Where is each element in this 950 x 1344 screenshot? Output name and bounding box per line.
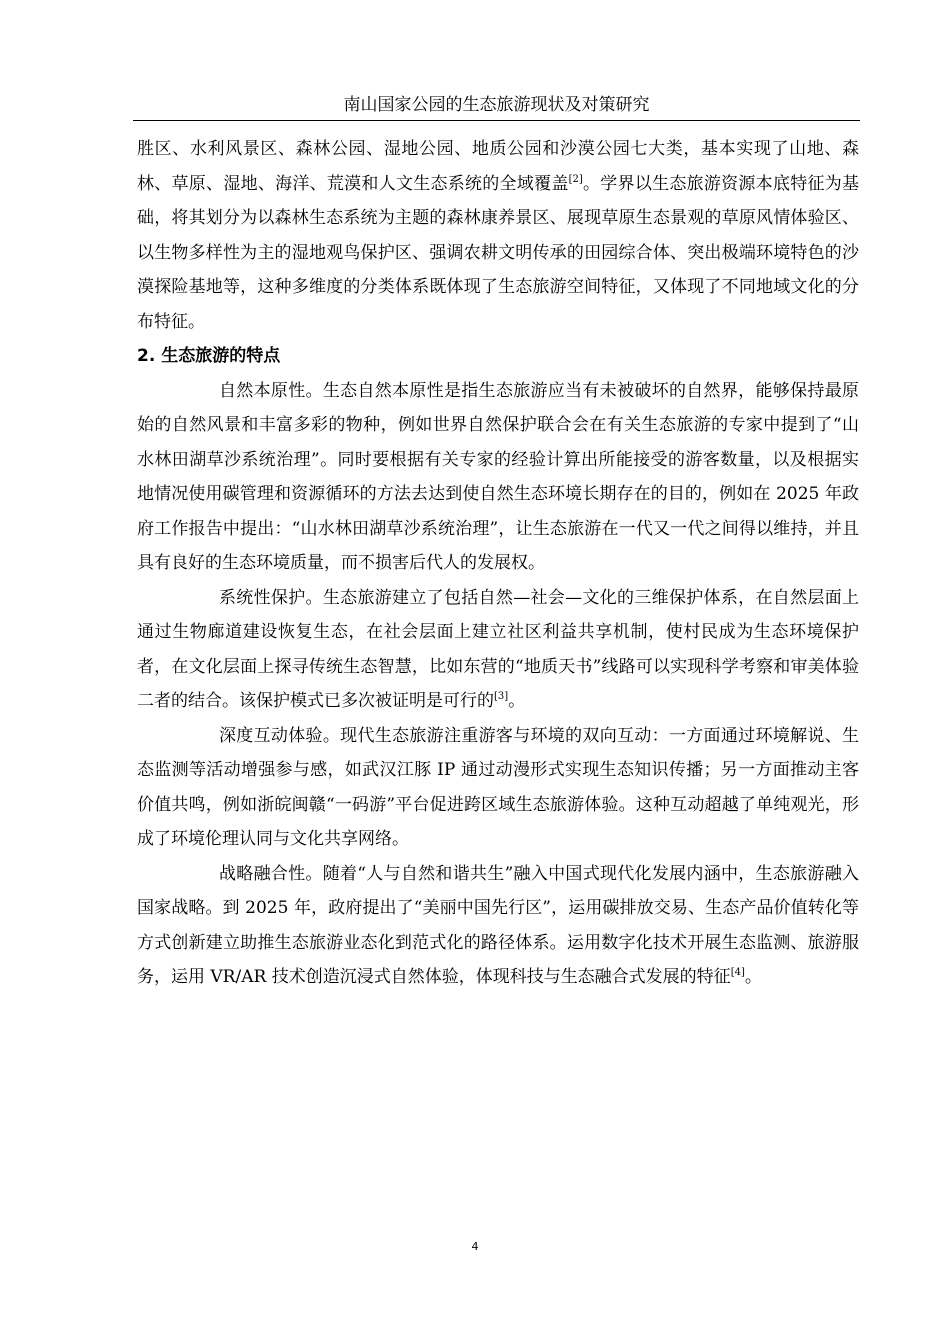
paragraph-text: 系统性保护。生态旅游建立了包括自然—社会—文化的三维保护体系，在自然层面上通过生物廊道建设恢复生态，在社会层面上建立社区利益共享机制，使村民成为生态环境保护者，在文化层面上探寻传统生态智慧，比如东营的“地质天书”线路可以实现科学考察和审美体验二者的结合。该保护模式已多次被证明是可行的 [137, 587, 859, 711]
paragraph-systematic-protection [137, 581, 859, 719]
intro-text: 胜区、水利风景区、森林公园、湿地公园、地质公园和沙漠公园七大类，基本实现了山地、森林、草原、湿地、海洋、荒漠和人文生态系统的全域覆盖 [137, 139, 859, 194]
citation-2: [2] [568, 173, 583, 185]
paragraph-text-after: 。 [744, 967, 762, 987]
intro-text-after: 。学界以生态旅游资源本底特征为基础，将其划分为以森林生态系统为主题的森林康养景区、展现草原生态景观的草原风情体验区、以生物多样性为主的湿地观鸟保护区、强调农耕文明传承的田园综合体、突出极端环境特色的沙漠探险基地等，这种多维度的分类体系既体现了生态旅游空间特征，又体现了不同地域文化的分布特征。 [137, 173, 860, 332]
page-number: 4 [471, 1240, 479, 1253]
paragraph-interactive-experience [137, 719, 859, 857]
page-header [133, 92, 860, 121]
paragraph-natural-originality [137, 374, 859, 581]
paragraph-text-after: 。 [508, 691, 526, 711]
section-heading: 2. 生态旅游的特点 [137, 346, 281, 366]
citation-3: [3] [494, 691, 509, 702]
citation-4: [4] [730, 967, 745, 978]
paragraph-text: 战略融合性。随着“人与自然和谐共生”融入中国式现代化发展内涵中，生态旅游融入国家战略。到 2025 年，政府提出了“美丽中国先行区”，运用碳排放交易、生态产品价值转化等方式创新建立助推生态旅游业态化到范式化的路径体系。运用数字化技术开展生态监测、旅游服务，运用 VR/AR 技术创造沉浸式自然体验，体现科技与生态融合式发展的特征 [137, 863, 859, 987]
header-title: 南山国家公园的生态旅游现状及对策研究 [343, 95, 650, 115]
document-body [137, 132, 859, 995]
intro-paragraph [137, 132, 859, 339]
paragraph-text: 深度互动体验。现代生态旅游注重游客与环境的双向互动：一方面通过环境解说、生态监测等活动增强参与感，如武汉江豚 IP 通过动漫形式实现生态知识传播；另一方面推动主客价值共鸣，例如浙皖闽赣“一码游”平台促进跨区域生态旅游体验。这种互动超越了单纯观光，形成了环境伦理认同与文化共享网络。 [137, 725, 859, 849]
paragraph-text: 自然本原性。生态自然本原性是指生态旅游应当有未被破坏的自然界，能够保持最原始的自然风景和丰富多彩的物种，例如世界自然保护联合会在有关生态旅游的专家中提到了“山水林田湖草沙系统治理”。同时要根据有关专家的经验计算出所能接受的游客数量，以及根据实地情况使用碳管理和资源循环的方法去达到使自然生态环境长期存在的目的，例如在 2025 年政府工作报告中提出：“山水林田湖草沙系统治理”，让生态旅游在一代又一代之间得以维持，并且具有良好的生态环境质量，而不损害后代人的发展权。 [137, 380, 859, 573]
paragraph-strategic-integration [137, 857, 859, 995]
